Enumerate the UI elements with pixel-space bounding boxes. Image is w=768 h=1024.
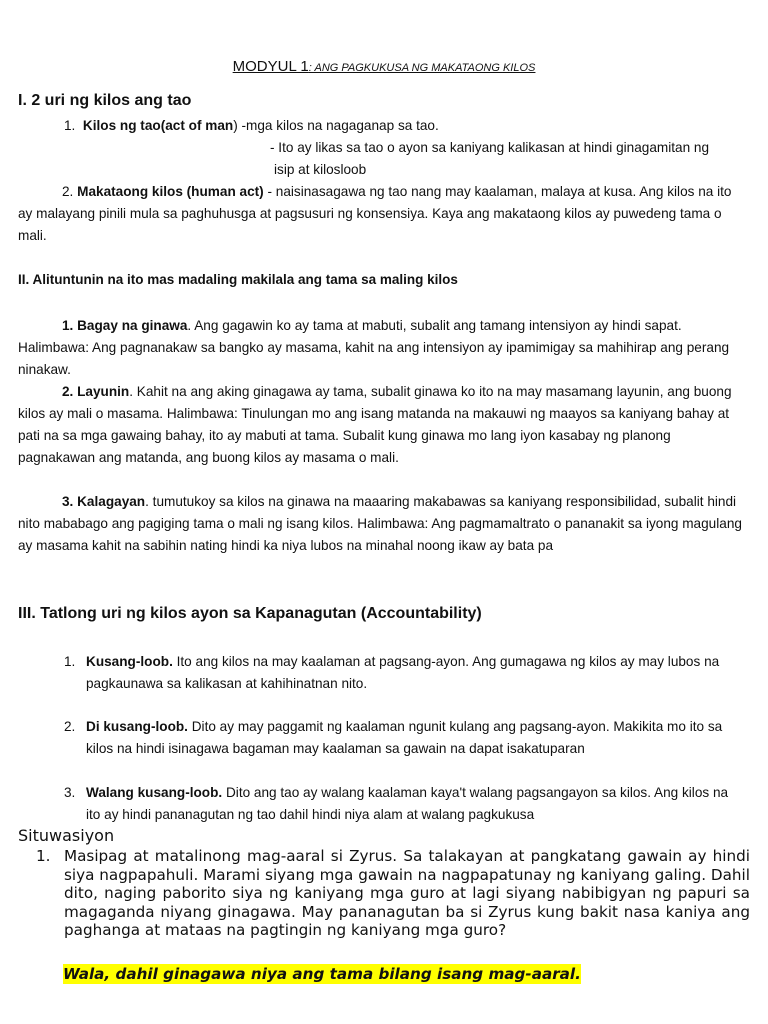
item-term: Kusang-loob. <box>86 654 173 669</box>
section-2-item-2 <box>18 381 748 469</box>
section-1-item-1-line-2: - Ito ay likas sa tao o ayon sa kaniyang kalikasan at hindi ginagamitan ng <box>270 140 710 155</box>
item-number: 1. <box>36 847 51 865</box>
section-3-item-1 <box>64 651 746 695</box>
section-2-item-1 <box>18 315 748 381</box>
situation-label: Situwasiyon <box>18 826 115 845</box>
module-title-sub: : ANG PAGKUKUSA NG MAKATAONG KILOS <box>308 62 536 74</box>
item-term: Makataong kilos (human act) <box>77 184 264 199</box>
section-1-item-2 <box>18 181 748 247</box>
item-text: . tumutukoy sa kilos na ginawa na maaaring makabawas sa kaniyang responsibilidad, subalit hindi nito mababago ang pagiging tama o mali ng isang kilos. Halimbawa: Ang pagmamaltrato o pananakit sa iyong magulang ay masama kahit na sabihin nating hindi ka niya lubos na minahal noong ikaw ay bata pa <box>18 494 742 553</box>
section-1-item-1-line-3: isip at kilosloob <box>274 162 367 177</box>
item-text: ) -mga kilos na nagaganap sa tao. <box>233 118 439 133</box>
item-term: 3. Kalagayan <box>62 494 146 509</box>
item-text: . Kahit na ang aking ginagawa ay tama, subalit ginawa ko ito na may masamang layunin, ang buong kilos ay mali o masama. Halimbawa: Tinulungan mo ang isang matanda na makauwi ng maayos sa kaniyang bahay at pati na sa mga gawaing bahay, ito ay mabuti at tama. Subalit kung ginawa mo lang iyon kasabay ng planong pagnakawan ang matanda, ang buong kilos ay masama o mali. <box>18 384 732 465</box>
section-3-heading: III. Tatlong uri ng kilos ayon sa Kapanagutan (Accountability) <box>18 605 482 622</box>
module-title-main: MODYUL 1 <box>232 58 309 75</box>
section-1-heading: I. 2 uri ng kilos ang tao <box>18 92 192 109</box>
module-title <box>0 58 768 75</box>
item-term: 2. Layunin <box>62 384 130 399</box>
item-number: 2. <box>62 184 74 199</box>
situation-answer-highlighted: Wala, dahil ginagawa niya ang tama bilang isang mag-aaral. <box>63 965 581 983</box>
item-term: Di kusang-loob. <box>86 719 188 734</box>
section-1-item-1 <box>64 115 768 137</box>
item-number: 3. <box>64 785 76 800</box>
item-text: Dito ay may paggamit ng kaalaman ngunit kulang ang pagsang-ayon. Makikita mo ito sa kilos na hindi isinagawa bagaman may kaalaman sa gawain na dapat isakatuparan <box>86 719 723 756</box>
item-number: 1. <box>64 118 76 133</box>
section-3-item-2 <box>64 716 746 760</box>
item-term: Kilos ng tao(act of man <box>82 118 234 133</box>
section-2-item-3 <box>18 491 748 557</box>
item-number: 2. <box>64 719 76 734</box>
section-3-item-3 <box>64 782 746 826</box>
section-2-heading: II. Alituntunin na ito mas madaling makilala ang tama sa maling kilos <box>18 272 458 287</box>
item-number: 1. <box>64 654 76 669</box>
item-text: . Ang gagawin ko ay tama at mabuti, subalit ang tamang intensiyon ay hindi sapat. Halimbawa: Ang pagnanakaw sa bangko ay masama, kahit na ang intensiyon ay ipamimigay sa mahihirap ang perang ninakaw. <box>18 318 730 377</box>
situation-text: Masipag at matalinong mag-aaral si Zyrus. Sa talakayan at pangkatang gawain ay hindi siya nagpapahuli. Marami siyang mga gawain na nagpapatunay ng kaniyang galing. Dahil dito, naging paborito siya ng kaniyang mga guro at lagi siyang nabibigyan ng papuri sa magaganda niyang ginagawa. May pananagutan ba si Zyrus kung bakit nasa kaniya ang paghanga at mataas na pagtingin ng kaniyang mga guro? <box>64 847 750 940</box>
item-text: - naisinasagawa ng tao nang may kaalaman, malaya at kusa. Ang kilos na ito ay malayang pinili mula sa paghuhusga at pagsusuri ng konsensiya. Kaya ang makataong kilos ay puwedeng tama o mali. <box>18 184 732 243</box>
item-term: Walang kusang-loob. <box>86 785 223 800</box>
item-text: Dito ang tao ay walang kaalaman kaya't walang pagsangayon sa kilos. Ang kilos na ito ay hindi pananagutan ng tao dahil hindi niya alam at walang pagkukusa <box>86 785 729 822</box>
situation-item-1 <box>36 847 750 940</box>
item-term: 1. Bagay na ginawa <box>62 318 188 333</box>
item-text: Ito ang kilos na may kaalaman at pagsang-ayon. Ang gumagawa ng kilos ay may lubos na pagkaunawa sa kalikasan at kahihinatnan nito. <box>86 654 720 691</box>
